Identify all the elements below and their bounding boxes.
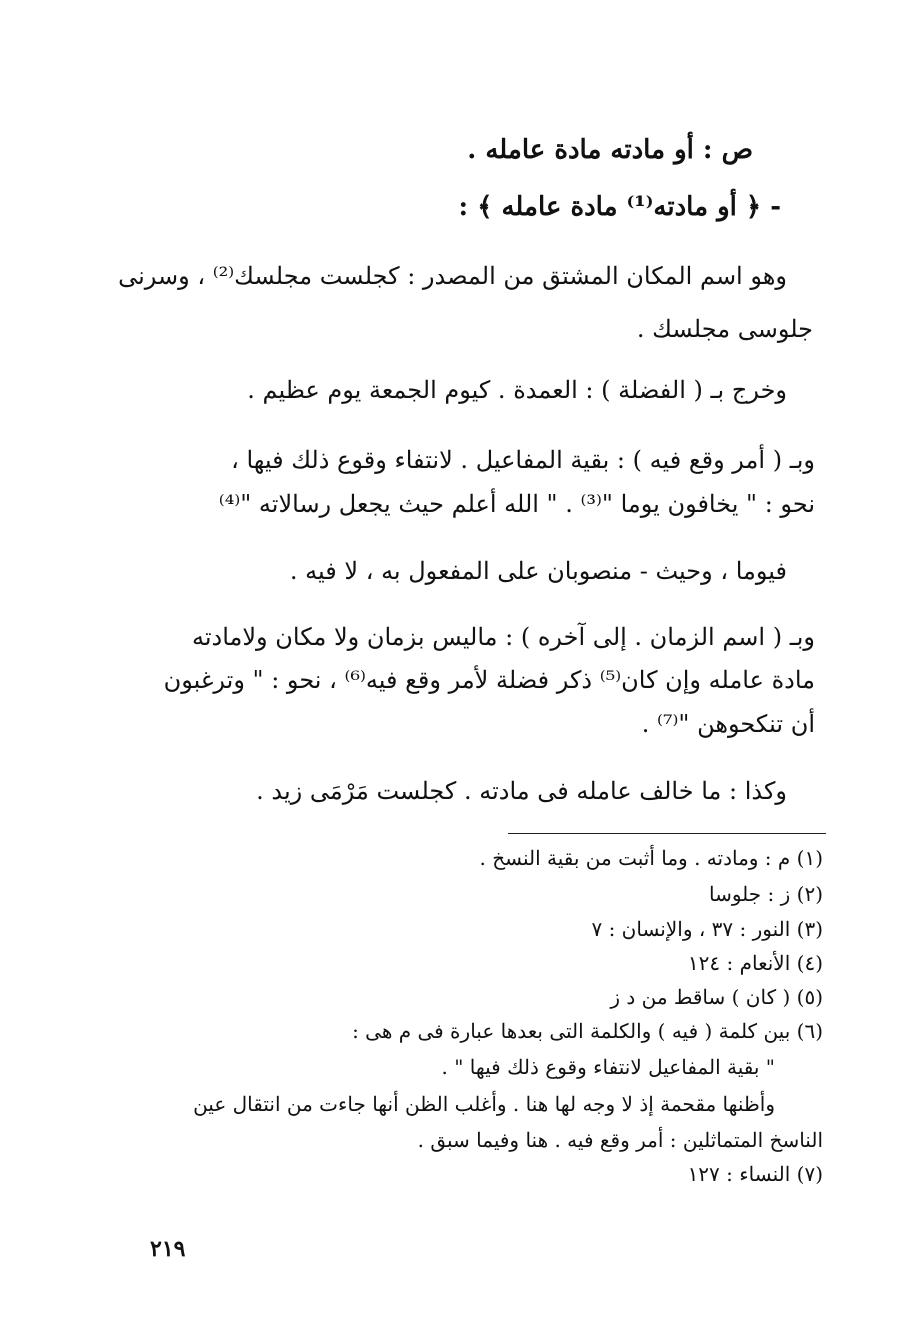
paragraph-5-line-2: مادة عامله وإن كان⁽⁵⁾ ذكر فضلة لأمر وقع فيه⁽⁶⁾ ، نحو : " وترغبون bbox=[163, 666, 815, 694]
footnote-6-note-line-1: وأظنها مقحمة إذ لا وجه لها هنا . وأغلب الظن أنها جاءت من انتقال عين bbox=[193, 1092, 775, 1116]
paragraph-6-line-1: وكذا : ما خالف عامله فى مادته . كجلست مَرْمَى زيد . bbox=[256, 777, 787, 805]
footnote-6-quote: " بقية المفاعيل لانتفاء وقوع ذلك فيها " . bbox=[441, 1055, 775, 1079]
heading-line-2: - ﴿ أو مادته⁽¹⁾ مادة عامله ﴾ : bbox=[458, 192, 781, 222]
footnote-6-note-line-2: الناسخ المتماثلين : أمر وقع فيه . هنا وفيما سبق . bbox=[417, 1128, 823, 1152]
paragraph-1-line-1: وهو اسم المكان المشتق من المصدر : كجلست مجلسك⁽²⁾ ، وسرنى bbox=[118, 262, 787, 290]
footnote-4: (٤) الأنعام : ١٢٤ bbox=[687, 951, 823, 975]
footnote-2: (٢) ز : جلوسا bbox=[708, 882, 823, 906]
footnote-1: (١) م : ومادته . وما أثبت من بقية النسخ . bbox=[479, 846, 823, 870]
paragraph-4-line-1: فيوما ، وحيث - منصوبان على المفعول به ، لا فيه . bbox=[289, 557, 787, 585]
footnote-3: (٣) النور : ٣٧ ، والإنسان : ٧ bbox=[591, 917, 823, 941]
footnote-5: (٥) ( كان ) ساقط من د ز bbox=[610, 985, 823, 1009]
heading-line-1: ص : أو مادته مادة عامله . bbox=[467, 135, 753, 165]
paragraph-3-line-2: نحو : " يخافون يوما "⁽³⁾ . " الله أعلم حيث يجعل رسالاته "⁽⁴⁾ bbox=[218, 490, 815, 518]
footnote-6: (٦) بين كلمة ( فيه ) والكلمة التى بعدها عبارة فى م هى : bbox=[352, 1019, 823, 1043]
footnote-7: (٧) النساء : ١٢٧ bbox=[687, 1162, 823, 1186]
paragraph-2-line-1: وخرج بـ ( الفضلة ) : العمدة . كيوم الجمعة يوم عظيم . bbox=[247, 376, 787, 404]
footnote-separator bbox=[508, 833, 826, 834]
paragraph-3-line-1: وبـ ( أمر وقع فيه ) : بقية المفاعيل . لانتفاء وقوع ذلك فيها ، bbox=[231, 446, 815, 474]
page-number: ٢١٩ bbox=[150, 1236, 186, 1262]
paragraph-1-line-2: جلوسى مجلسك . bbox=[636, 315, 813, 343]
paragraph-5-line-1: وبـ ( اسم الزمان . إلى آخره ) : ماليس بزمان ولا مكان ولامادته bbox=[191, 623, 815, 651]
paragraph-5-line-3: أن تنكحوهن "⁽⁷⁾ . bbox=[641, 710, 815, 738]
